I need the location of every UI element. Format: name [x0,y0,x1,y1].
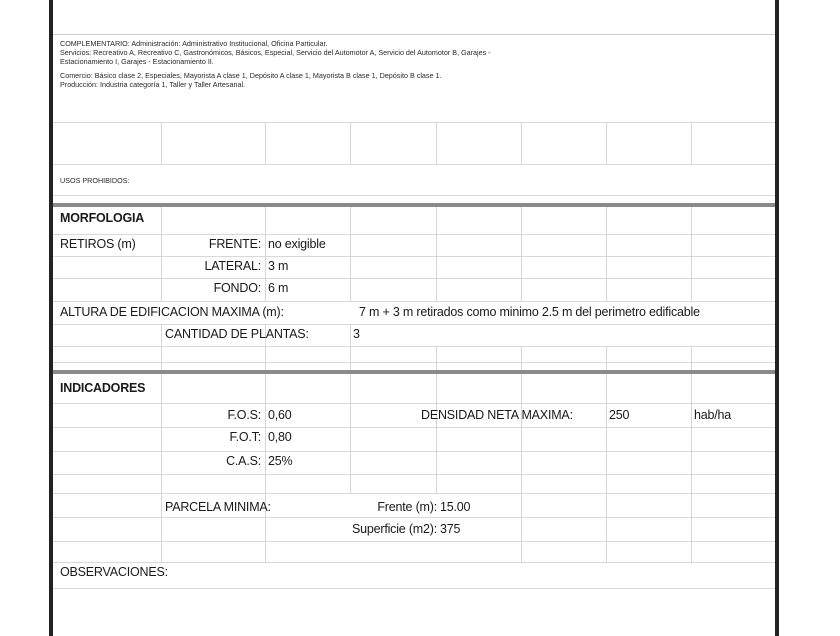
plantas-label: CANTIDAD DE PLANTAS: [165,327,309,341]
grid-col [161,324,162,370]
grid-col [521,346,522,370]
grid-col [265,374,266,562]
usos-comercio: Comercio: Básico clase 2, Especiales, Mayorista A clase 1, Depósito A clase 1, Mayorista B clase 1, Depósito B clase 1. [60,71,442,80]
usos-prohibidos-label: USOS PROHIBIDOS: [60,176,130,185]
grid-col [265,122,266,164]
altura-label: ALTURA DE EDIFICACION MAXIMA (m): [60,305,284,319]
grid-col [436,207,437,302]
grid-col [265,207,266,302]
grid-line [53,562,775,563]
usos-servicios-line1: Servicios: Recreativo A, Recreativo C, Gastronómicos, Básicos, Especial, Servicio del Automotor A, Servicio del Automotor B, Garajes - [60,48,491,57]
retiros-label: RETIROS (m) [60,237,136,251]
grid-col [691,122,692,164]
cas-value: 25% [268,454,293,468]
grid-line [53,195,775,196]
grid-col [691,346,692,370]
observaciones-label: OBSERVACIONES: [60,565,168,579]
grid-col [436,374,437,494]
grid-col [350,207,351,302]
parcela-superficie-value: 375 [440,522,461,536]
fot-value: 0,80 [268,430,292,444]
grid-col [521,374,522,562]
parcela-frente-value: 15.00 [440,500,471,514]
plantas-value: 3 [353,327,360,341]
grid-col [436,346,437,370]
fot-label: F.O.T: [229,430,261,444]
lateral-label: LATERAL: [204,259,261,273]
grid-col [161,374,162,562]
grid-line [53,164,775,165]
grid-col [521,122,522,164]
zoning-sheet [49,0,779,636]
grid-col [350,122,351,164]
altura-value: 7 m + 3 m retirados como minimo 2.5 m del perimetro edificable [359,305,700,319]
grid-col [350,324,351,370]
parcela-label: PARCELA MINIMA: [165,500,271,514]
usos-produccion: Producción: Industria categoría 1, Taller y Taller Artesanal. [60,80,246,89]
parcela-frente-label: Frente (m): [377,500,437,514]
top-empty-band [53,0,775,35]
grid-col [691,374,692,562]
frente-value: no exigible [268,237,326,251]
densidad-value: 250 [609,408,630,422]
grid-col [606,346,607,370]
grid-col [606,374,607,562]
grid-col [606,122,607,164]
grid-col [521,207,522,302]
cas-label: C.A.S: [226,454,261,468]
densidad-unit: hab/ha [694,408,732,422]
indicadores-title: INDICADORES [60,381,146,395]
grid-col [691,207,692,302]
usos-complementario: COMPLEMENTARIO: Administración: Administrativo Institucional, Oficina Particular. [60,39,328,48]
grid-col [436,122,437,164]
usos-servicios-line2: Estacionamiento I, Garajes - Estacionamiento II. [60,57,214,66]
frente-label: FRENTE: [208,237,261,251]
grid-col [606,207,607,302]
grid-col [350,374,351,494]
fos-label: F.O.S: [227,408,261,422]
fondo-label: FONDO: [213,281,261,295]
grid-line [53,588,775,589]
fondo-value: 6 m [268,281,289,295]
fos-value: 0,60 [268,408,292,422]
grid-col [161,122,162,164]
lateral-value: 3 m [268,259,289,273]
morfologia-title: MORFOLOGIA [60,211,145,225]
parcela-superficie-label: Superficie (m2): [351,522,437,536]
densidad-label: DENSIDAD NETA MAXIMA: [421,408,573,422]
